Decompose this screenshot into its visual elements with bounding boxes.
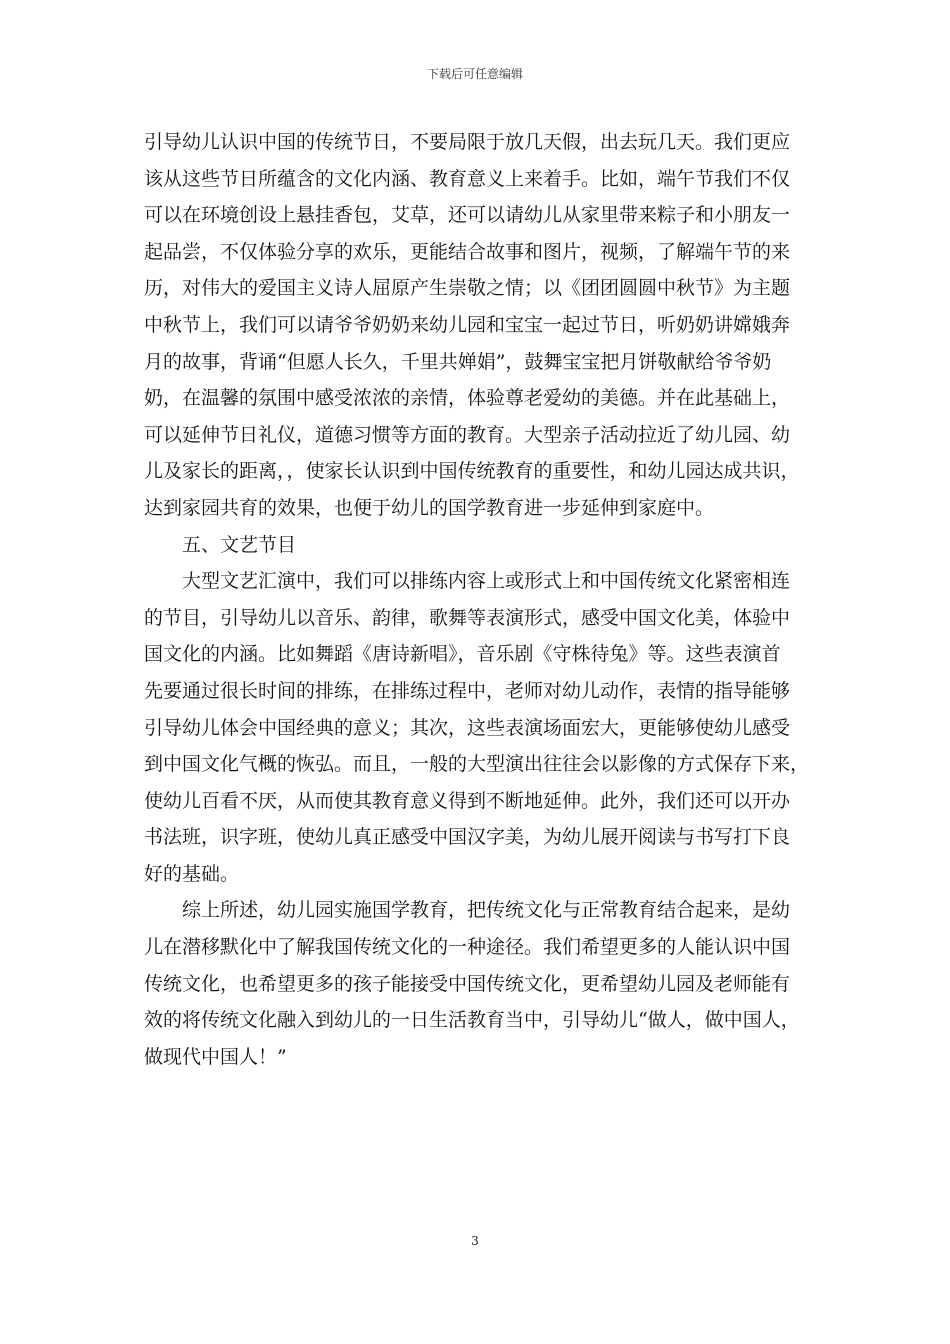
text-line: 历，对伟大的爱国主义诗人屈原产生崇敬之情；以《团团圆圆中秋节》为主题	[144, 277, 791, 300]
text-line: 书法班，识字班，使幼儿真正感受中国汉字美，为幼儿展开阅读与书写打下良	[144, 826, 791, 849]
text-line: 引导幼儿认识中国的传统节日，不要局限于放几天假，出去玩几天。我们更应	[144, 131, 791, 153]
text-line: 传统文化，也希望更多的孩子能接受中国传统文化，更希望幼儿园及老师能有	[144, 972, 791, 995]
text-line: 儿在潜移默化中了解我国传统文化的一种途径。我们希望更多的人能认识中国	[144, 936, 791, 959]
text-line: 到中国文化气概的恢弘。而且，一般的大型演出往往会以影像的方式保存下来，	[144, 753, 810, 776]
page-number: 3	[471, 1234, 479, 1248]
section-heading: 五、文艺节目	[182, 533, 297, 556]
text-line: 奶，在温馨的氛围中感受浓浓的亲情，体验尊老爱幼的美德。并在此基础上，	[144, 387, 791, 410]
text-line: 综上所述，幼儿园实施国学教育，把传统文化与正常教育结合起来，是幼	[182, 899, 791, 922]
text-line: 做现代中国人！”	[144, 1045, 287, 1068]
text-line: 可以在环境创设上悬挂香包，艾草，还可以请幼儿从家里带来粽子和小朋友一	[144, 204, 791, 227]
text-line: 的节目，引导幼儿以音乐、韵律，歌舞等表演形式，感受中国文化美，体验中	[144, 606, 791, 629]
text-line: 先要通过很长时间的排练，在排练过程中，老师对幼儿动作，表情的指导能够	[144, 679, 791, 702]
text-line: 月的故事，背诵“但愿人长久，千里共婵娟”，鼓舞宝宝把月饼敬献给爷爷奶	[144, 350, 772, 373]
text-line: 该从这些节日所蕴含的文化内涵、教育意义上来着手。比如，端午节我们不仅	[144, 167, 791, 190]
document-body	[144, 124, 808, 1075]
text-line: 好的基础。	[144, 862, 240, 885]
text-line: 大型文艺汇演中，我们可以排练内容上或形式上和中国传统文化紧密相连	[182, 570, 791, 593]
text-line: 效的将传统文化融入到幼儿的一日生活教育当中，引导幼儿“做人，做中国人，	[144, 1009, 800, 1032]
text-line: 儿及家长的距离，，使家长认识到中国传统教育的重要性，和幼儿园达成共识，	[144, 460, 800, 483]
text-line: 国文化的内涵。比如舞蹈《唐诗新唱》，音乐剧《守株待兔》等。这些表演首	[144, 643, 781, 666]
text-line: 可以延伸节日礼仪，道德习惯等方面的教育。大型亲子活动拉近了幼儿园、幼	[144, 423, 791, 446]
text-line: 起品尝，不仅体验分享的欢乐，更能结合故事和图片，视频，了解端午节的来	[144, 240, 791, 263]
text-line: 中秋节上，我们可以请爷爷奶奶来幼儿园和宝宝一起过节日，听奶奶讲嫦娥奔	[144, 313, 791, 336]
text-line: 引导幼儿体会中国经典的意义；其次，这些表演场面宏大，更能够使幼儿感受	[144, 716, 791, 739]
page-header: 下载后可任意编辑	[426, 67, 523, 81]
text-line: 达到家园共育的效果，也便于幼儿的国学教育进一步延伸到家庭中。	[144, 496, 715, 519]
text-line: 使幼儿百看不厌，从而使其教育意义得到不断地延伸。此外，我们还可以开办	[144, 789, 791, 812]
